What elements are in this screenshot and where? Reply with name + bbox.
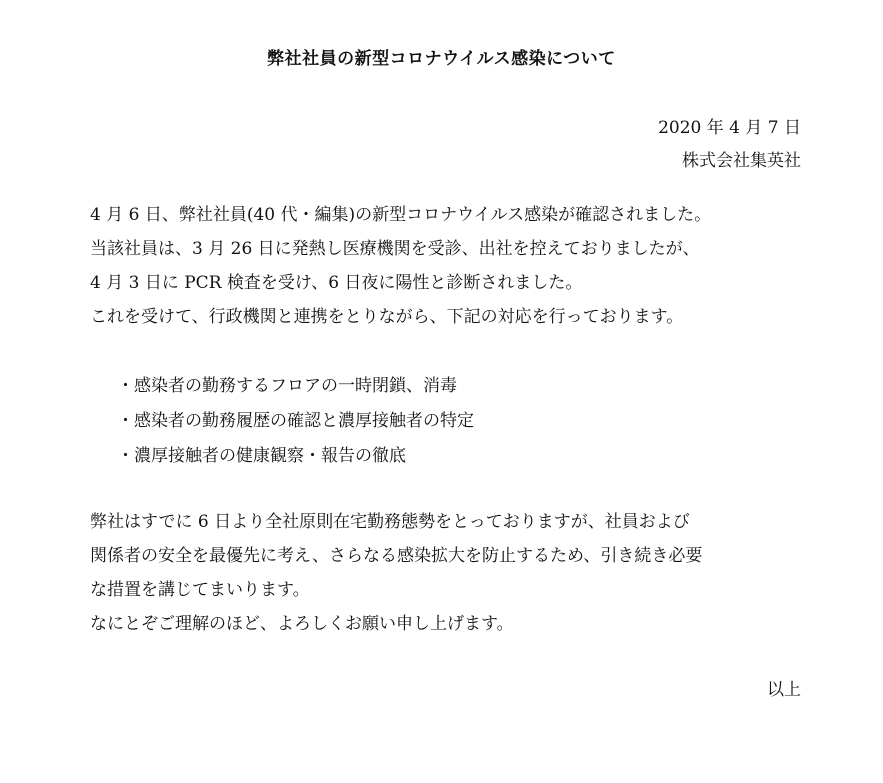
paragraph-line: 弊社はすでに 6 日より全社原則在宅勤務態勢をとっておりますが、社員および [90, 512, 690, 532]
paragraph-line: 4 月 6 日、弊社社員(40 代・編集)の新型コロナウイルス感染が確認されました。 [90, 205, 712, 225]
document-title: 弊社社員の新型コロナウイルス感染について [267, 49, 616, 69]
paragraph-line: な措置を講じてまいります。 [90, 580, 310, 600]
paragraph-line: これを受けて、行政機関と連携をとりながら、下記の対応を行っております。 [90, 307, 684, 327]
document-date: 2020 年 4 月 7 日 [658, 118, 801, 138]
announcement-paragraph [90, 198, 810, 334]
response-measures-list [117, 369, 807, 474]
paragraph-line: 4 月 3 日に PCR 検査を受け、6 日夜に陽性と診断されました。 [90, 273, 583, 293]
paragraph-line: 関係者の安全を最優先に考え、さらなる感染拡大を防止するため、引き続き必要 [90, 546, 703, 566]
paragraph-line: 当該社員は、3 月 26 日に発熱し医療機関を受診、出社を控えておりましたが、 [90, 239, 700, 259]
list-item: ・感染者の勤務するフロアの一時閉鎖、消毒 [117, 376, 457, 396]
list-item: ・感染者の勤務履歴の確認と濃厚接触者の特定 [117, 411, 474, 431]
paragraph-line: なにとぞご理解のほど、よろしくお願い申し上げます。 [90, 614, 514, 634]
company-name: 株式会社集英社 [682, 151, 801, 171]
closing-mark: 以上 [767, 680, 801, 700]
list-item: ・濃厚接触者の健康観察・報告の徹底 [117, 446, 406, 466]
policy-paragraph [90, 505, 810, 641]
